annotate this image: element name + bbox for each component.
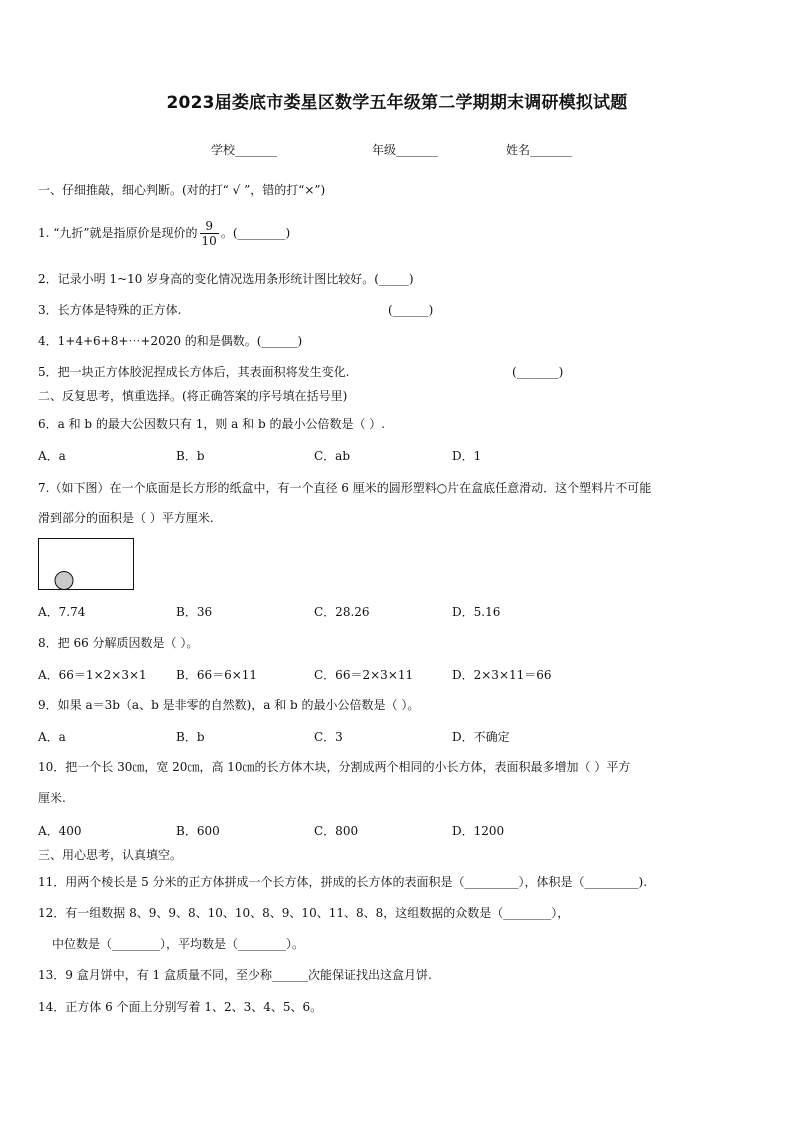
name-field: 姓名_______ bbox=[506, 143, 573, 157]
question-9-option-a: A．a bbox=[38, 730, 66, 744]
question-3: 3．长方体是特殊的正方体. bbox=[38, 303, 182, 317]
question-12-line-1: 12．有一组数据 8、9、9、8、10、10、8、9、10、11、8、8，这组数据的众数是（________）， bbox=[38, 906, 570, 920]
question-10-option-b: B．600 bbox=[176, 824, 220, 838]
question-8-option-b: B．66＝6×11 bbox=[176, 668, 258, 682]
question-1-text: 1. “九折”就是指原价是现价的 bbox=[38, 226, 198, 240]
page-title: 2023届娄底市娄星区数学五年级第二学期期末调研模拟试题 bbox=[166, 93, 628, 113]
question-4: 4．1+4+6+8+⋯+2020 的和是偶数。(______) bbox=[38, 334, 303, 348]
question-8-option-c: C．66＝2×3×11 bbox=[314, 668, 414, 682]
question-10-option-a: A．400 bbox=[38, 824, 82, 838]
box-with-disc-diagram bbox=[38, 538, 134, 590]
question-3-answer-blank: (______) bbox=[388, 303, 434, 317]
section2-heading: 二、反复思考，慎重选择。(将正确答案的序号填在括号里) bbox=[38, 389, 348, 403]
question-6-option-d: D．1 bbox=[452, 449, 482, 463]
fraction-denominator: 10 bbox=[201, 234, 217, 248]
question-7-line-2: 滑到部分的面积是（ ）平方厘米. bbox=[38, 511, 214, 525]
question-2: 2．记录小明 1~10 岁身高的变化情况选用条形统计图比较好。(_____) bbox=[38, 272, 414, 286]
question-7-line-1: 7.（如下图）在一个底面是长方形的纸盒中，有一个直径 6 厘米的圆形塑料○片在盒底任意滑动．这个塑料片不可能 bbox=[38, 481, 652, 495]
question-6-option-a: A．a bbox=[38, 449, 66, 463]
question-1-answer-blank: 。(________) bbox=[220, 226, 291, 240]
rectangular-box bbox=[39, 539, 134, 590]
question-8-option-a: A．66＝1×2×3×1 bbox=[38, 668, 147, 682]
question-12-line-2: 中位数是（________），平均数是（________）。 bbox=[52, 937, 305, 951]
question-9-option-b: B．b bbox=[176, 730, 205, 744]
question-10-line-2: 厘米. bbox=[38, 791, 66, 805]
question-10-option-d: D．1200 bbox=[452, 824, 505, 838]
question-7-option-a: A．7.74 bbox=[38, 605, 86, 619]
question-10-line-1: 10．把一个长 30㎝，宽 20㎝，高 10㎝的长方体木块，分割成两个相同的小长方体，表面积最多增加（ ）平方 bbox=[38, 760, 631, 774]
question-7-option-d: D．5.16 bbox=[452, 605, 501, 619]
section1-heading: 一、仔细推敲，细心判断。(对的打“ √ ”，错的打“×”) bbox=[38, 183, 326, 197]
question-6-option-c: C．ab bbox=[314, 449, 351, 463]
question-9-option-d: D．不确定 bbox=[452, 730, 510, 744]
question-13: 13．9 盒月饼中，有 1 盒质量不同，至少称______次能保证找出这盒月饼. bbox=[38, 968, 432, 982]
question-6-option-b: B．b bbox=[176, 449, 205, 463]
fraction-numerator: 9 bbox=[200, 219, 219, 234]
section3-heading: 三、用心思考，认真填空。 bbox=[38, 848, 183, 862]
question-5: 5．把一块正方体胶泥捏成长方体后，其表面积将发生变化. bbox=[38, 365, 350, 379]
question-9-option-c: C．3 bbox=[314, 730, 343, 744]
question-1 bbox=[38, 216, 290, 250]
question-8: 8．把 66 分解质因数是（ ）。 bbox=[38, 636, 199, 650]
question-9: 9．如果 a＝3b（a、b 是非零的自然数)，a 和 b 的最小公倍数是（ ）。 bbox=[38, 698, 420, 712]
question-8-option-d: D．2×3×11＝66 bbox=[452, 668, 552, 682]
question-10-option-c: C．800 bbox=[314, 824, 359, 838]
circular-disc bbox=[55, 572, 73, 590]
question-6: 6．a 和 b 的最大公因数只有 1，则 a 和 b 的最小公倍数是（ ）. bbox=[38, 417, 386, 431]
fraction bbox=[200, 219, 219, 248]
question-5-answer-blank: (_______) bbox=[512, 365, 564, 379]
question-7-option-b: B．36 bbox=[176, 605, 213, 619]
question-14: 14．正方体 6 个面上分别写着 1、2、3、4、5、6。 bbox=[38, 1000, 323, 1014]
grade-field: 年级_______ bbox=[372, 143, 439, 157]
school-field: 学校_______ bbox=[211, 143, 278, 157]
question-7-option-c: C．28.26 bbox=[314, 605, 370, 619]
question-11: 11．用两个棱长是 5 分米的正方体拼成一个长方体，拼成的长方体的表面积是（_________），体积是（_________). bbox=[38, 875, 648, 889]
